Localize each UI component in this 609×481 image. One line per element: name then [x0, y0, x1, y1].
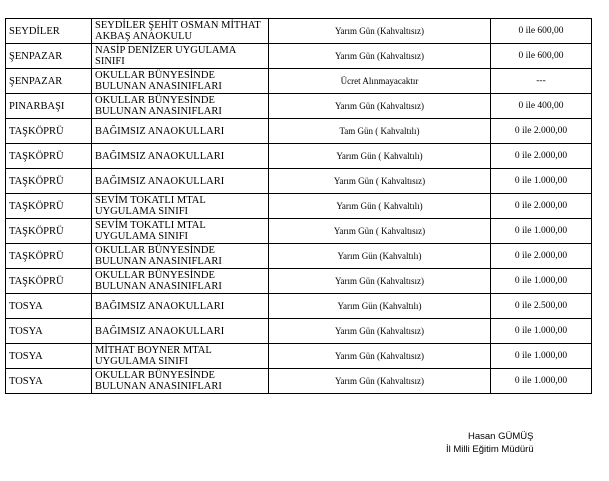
fee-table: [5, 18, 592, 394]
district-cell: TOSYA: [6, 294, 92, 319]
district-cell: TAŞKÖPRÜ: [6, 269, 92, 294]
fee-cell: 0 ile 2.000,00: [491, 194, 592, 219]
school-cell: SEVİM TOKATLI MTAL UYGULAMA SINIFI: [92, 219, 269, 244]
signatory-name: Hasan GÜMÜŞ: [468, 431, 534, 442]
district-cell: TAŞKÖPRÜ: [6, 219, 92, 244]
fee-cell: 0 ile 1.000,00: [491, 319, 592, 344]
fee-cell: 0 ile 2.000,00: [491, 119, 592, 144]
table-row: [6, 369, 592, 394]
service-type-cell: Yarım Gün (Kahvaltısız): [269, 19, 491, 44]
school-cell: OKULLAR BÜNYESİNDE BULUNAN ANASINIFLARI: [92, 94, 269, 119]
service-type-cell: Yarım Gün ( Kahvaltısız): [269, 169, 491, 194]
fee-cell: 0 ile 400,00: [491, 94, 592, 119]
service-type-cell: Yarım Gün (Kahvaltısız): [269, 94, 491, 119]
district-cell: PINARBAŞI: [6, 94, 92, 119]
fee-cell: 0 ile 2.000,00: [491, 144, 592, 169]
fee-cell: 0 ile 1.000,00: [491, 269, 592, 294]
school-cell: BAĞIMSIZ ANAOKULLARI: [92, 319, 269, 344]
service-type-cell: Yarım Gün ( Kahvaltılı): [269, 194, 491, 219]
district-cell: ŞENPAZAR: [6, 44, 92, 69]
service-type-cell: Ücret Alınmayacaktır: [269, 69, 491, 94]
table-row: [6, 69, 592, 94]
service-type-cell: Tam Gün ( Kahvaltılı): [269, 119, 491, 144]
table-row: [6, 319, 592, 344]
fee-cell: 0 ile 1.000,00: [491, 219, 592, 244]
table-row: [6, 119, 592, 144]
table-row: [6, 344, 592, 369]
school-cell: SEYDİLER ŞEHİT OSMAN MİTHAT AKBAŞ ANAOKULU: [92, 19, 269, 44]
school-cell: BAĞIMSIZ ANAOKULLARI: [92, 169, 269, 194]
service-type-cell: Yarım Gün (Kahvaltılı): [269, 294, 491, 319]
service-type-cell: Yarım Gün (Kahvaltısız): [269, 44, 491, 69]
service-type-cell: Yarım Gün (Kahvaltısız): [269, 369, 491, 394]
district-cell: TAŞKÖPRÜ: [6, 194, 92, 219]
table-row: [6, 219, 592, 244]
school-cell: OKULLAR BÜNYESİNDE BULUNAN ANASINIFLARI: [92, 369, 269, 394]
table-row: [6, 94, 592, 119]
table-row: [6, 144, 592, 169]
district-cell: SEYDİLER: [6, 19, 92, 44]
service-type-cell: Yarım Gün ( Kahvaltılı): [269, 144, 491, 169]
table-row: [6, 19, 592, 44]
fee-cell: 0 ile 1.000,00: [491, 169, 592, 194]
table-row: [6, 269, 592, 294]
school-cell: SEVİM TOKATLI MTAL UYGULAMA SINIFI: [92, 194, 269, 219]
district-cell: TOSYA: [6, 369, 92, 394]
school-cell: MİTHAT BOYNER MTAL UYGULAMA SINIFI: [92, 344, 269, 369]
school-cell: BAĞIMSIZ ANAOKULLARI: [92, 144, 269, 169]
school-cell: OKULLAR BÜNYESİNDE BULUNAN ANASINIFLARI: [92, 244, 269, 269]
service-type-cell: Yarım Gün (Kahvaltılı): [269, 244, 491, 269]
service-type-cell: Yarım Gün (Kahvaltısız): [269, 319, 491, 344]
table-row: [6, 44, 592, 69]
table-row: [6, 194, 592, 219]
fee-cell: 0 ile 2.000,00: [491, 244, 592, 269]
fee-cell: 0 ile 600,00: [491, 44, 592, 69]
district-cell: ŞENPAZAR: [6, 69, 92, 94]
fee-cell: 0 ile 2.500,00: [491, 294, 592, 319]
fee-cell: 0 ile 1.000,00: [491, 344, 592, 369]
district-cell: TAŞKÖPRÜ: [6, 119, 92, 144]
school-cell: BAĞIMSIZ ANAOKULLARI: [92, 294, 269, 319]
service-type-cell: Yarım Gün (Kahvaltısız): [269, 344, 491, 369]
school-cell: OKULLAR BÜNYESİNDE BULUNAN ANASINIFLARI: [92, 69, 269, 94]
service-type-cell: Yarım Gün ( Kahvaltısız): [269, 219, 491, 244]
table-row: [6, 169, 592, 194]
district-cell: TOSYA: [6, 319, 92, 344]
district-cell: TOSYA: [6, 344, 92, 369]
school-cell: BAĞIMSIZ ANAOKULLARI: [92, 119, 269, 144]
district-cell: TAŞKÖPRÜ: [6, 169, 92, 194]
district-cell: TAŞKÖPRÜ: [6, 244, 92, 269]
fee-cell: 0 ile 1.000,00: [491, 369, 592, 394]
school-cell: NASİP DENİZER UYGULAMA SINIFI: [92, 44, 269, 69]
signature-block: [446, 430, 534, 456]
fee-cell: 0 ile 600,00: [491, 19, 592, 44]
table-row: [6, 244, 592, 269]
service-type-cell: Yarım Gün (Kahvaltısız): [269, 269, 491, 294]
district-cell: TAŞKÖPRÜ: [6, 144, 92, 169]
school-cell: OKULLAR BÜNYESİNDE BULUNAN ANASINIFLARI: [92, 269, 269, 294]
signatory-title: İl Milli Eğitim Müdürü: [446, 444, 534, 455]
fee-cell: ---: [491, 69, 592, 94]
table-row: [6, 294, 592, 319]
